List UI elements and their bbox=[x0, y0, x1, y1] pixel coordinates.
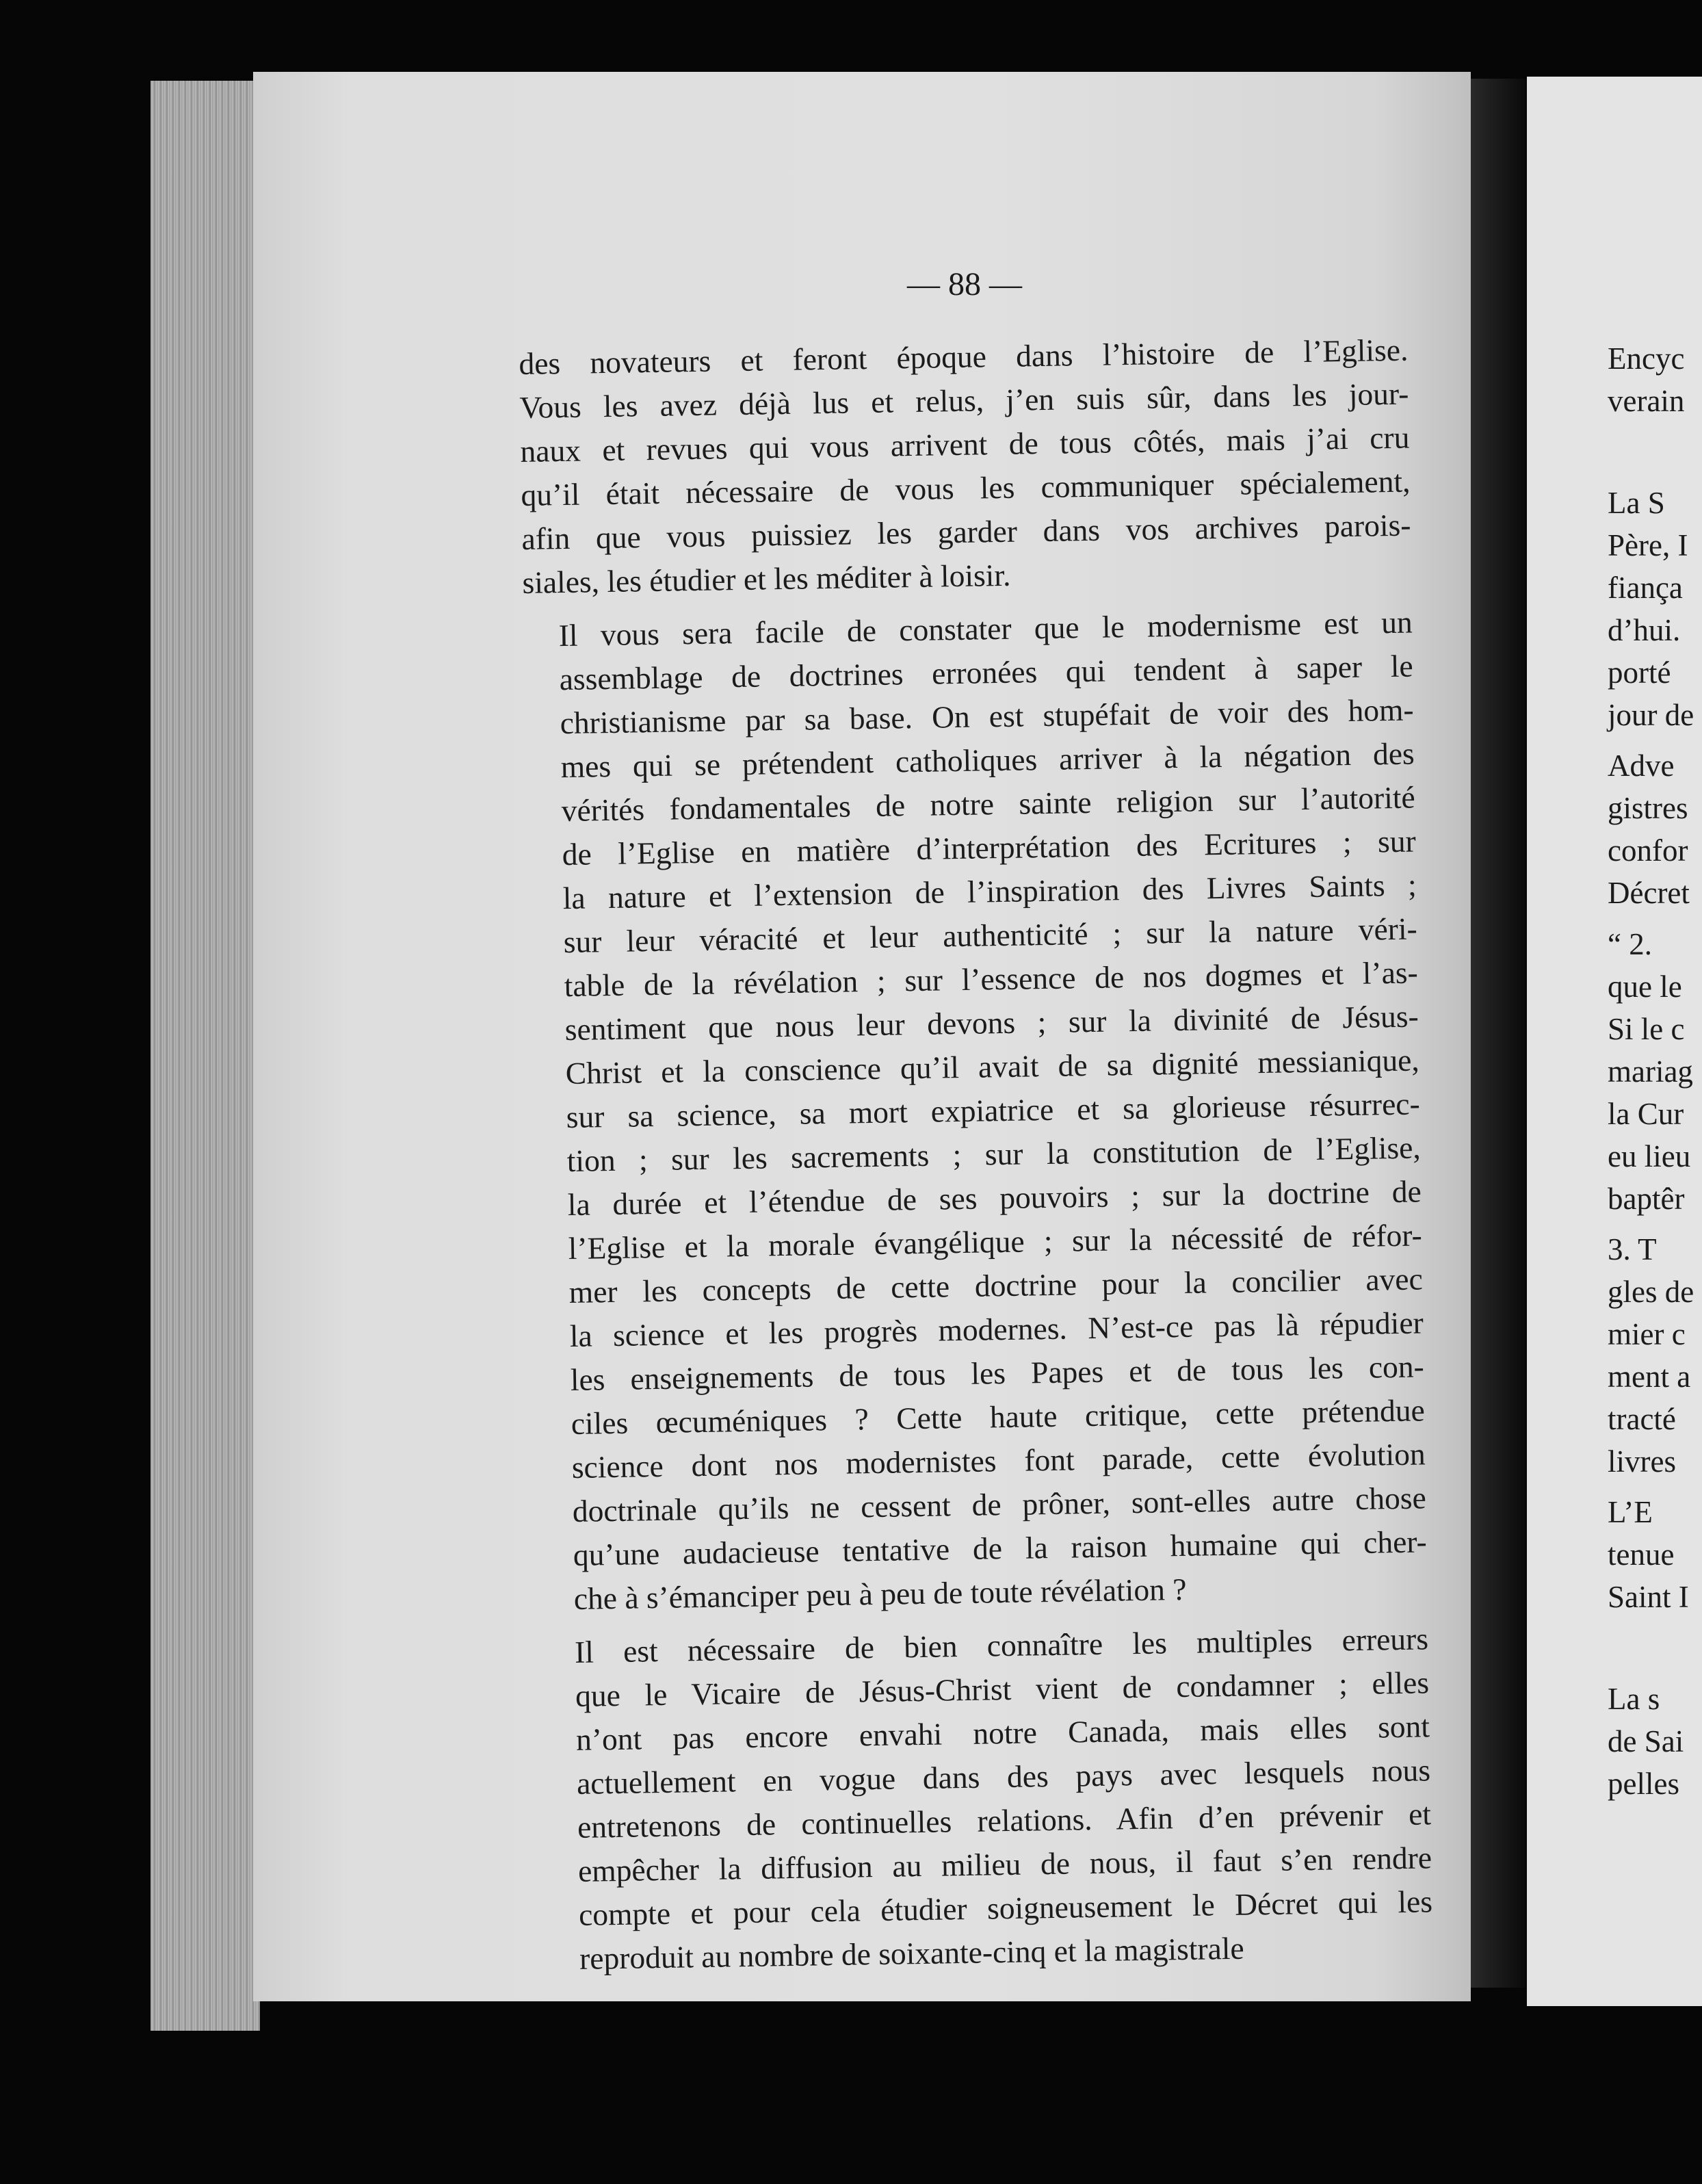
text-line: ciles œcuméniques ? Cette haute critique, cette prétendue bbox=[571, 1392, 1426, 1441]
right-page-fragment: La S bbox=[1608, 485, 1665, 520]
right-page-fragment: Décret bbox=[1608, 876, 1690, 911]
text-line: Vous les avez déjà lus et relus, j’en suis sûr, dans les jour- bbox=[519, 376, 1409, 425]
right-page-fragment: la Cur bbox=[1608, 1096, 1684, 1131]
text-line: de l’Eglise en matière d’interprétation des Ecritures ; sur bbox=[562, 823, 1417, 872]
text-line: qu’il était nécessaire de vous les communiquer spécialement, bbox=[521, 463, 1411, 512]
right-page-fragment: livres bbox=[1608, 1444, 1676, 1479]
text-line: table de la révélation ; sur l’essence de nos dogmes et l’as- bbox=[564, 954, 1419, 1004]
left-page-body-text bbox=[519, 328, 1434, 1991]
paragraph bbox=[539, 1617, 1434, 1981]
right-page-fragment: ment a bbox=[1608, 1360, 1691, 1394]
right-page-fragment: d’hui. bbox=[1608, 612, 1681, 647]
right-page-fragment: jour de bbox=[1608, 697, 1694, 732]
page-edges bbox=[150, 81, 260, 2031]
right-page-fragment: Père, I bbox=[1608, 528, 1688, 562]
text-line: n’ont pas encore envahi notre Canada, mais elles sont bbox=[575, 1708, 1430, 1757]
right-page-fragment: Si le c bbox=[1608, 1011, 1685, 1046]
paragraph bbox=[523, 601, 1428, 1622]
right-page-fragment: porté bbox=[1608, 655, 1671, 690]
text-line: reproduit au nombre de soixante-cinq et la magistrale bbox=[579, 1930, 1244, 1976]
right-page-fragment: L’E bbox=[1608, 1495, 1653, 1530]
text-line: tion ; sur les sacrements ; sur la constitution de l’Eglise, bbox=[566, 1130, 1422, 1179]
right-page-fragment: baptêr bbox=[1608, 1181, 1685, 1216]
text-line: christianisme par sa base. On est stupéfait de voir des hom- bbox=[560, 692, 1414, 741]
text-line: che à s’émanciper peu à peu de toute révélation ? bbox=[573, 1571, 1187, 1616]
right-page-fragment: eu lieu bbox=[1608, 1139, 1691, 1173]
right-page-fragment: fiança bbox=[1608, 570, 1683, 605]
text-line: Il est nécessaire de bien connaître les multiples erreurs bbox=[574, 1621, 1429, 1669]
text-line: science dont nos modernistes font parade, cette évolution bbox=[571, 1436, 1426, 1485]
right-page-fragment: gistres bbox=[1608, 791, 1688, 826]
text-line: empêcher la diffusion au milieu de nous, il faut s’en rendre bbox=[577, 1840, 1432, 1888]
text-line: siales, les étudier et les méditer à loisir. bbox=[522, 557, 1011, 600]
right-page-fragment: verain bbox=[1608, 384, 1685, 418]
text-line: doctrinale qu’ils ne cessent de prôner, sont-elles autre chose bbox=[572, 1480, 1427, 1529]
paragraph bbox=[519, 328, 1412, 605]
text-line: entretenons de continuelles relations. Afin d’en prévenir et bbox=[577, 1796, 1432, 1845]
right-page-fragment: Adve bbox=[1608, 749, 1675, 783]
text-line: mes qui se prétendent catholiques arriver à la négation des bbox=[560, 736, 1415, 785]
text-line: mer les concepts de cette doctrine pour la concilier avec bbox=[568, 1261, 1424, 1310]
text-line: la durée et l’étendue de ses pouvoirs ; sur la doctrine de bbox=[567, 1173, 1422, 1223]
text-line: actuellement en vogue dans des pays avec lesquels nous bbox=[576, 1752, 1431, 1801]
text-line: sur leur véracité et leur authenticité ; sur la nature véri- bbox=[563, 911, 1418, 960]
right-page-fragment: mariag bbox=[1608, 1054, 1693, 1089]
page-number: — 88 — bbox=[907, 266, 1022, 302]
right-page-fragment: tenue bbox=[1608, 1537, 1675, 1572]
right-page-fragment: de Sai bbox=[1608, 1724, 1684, 1759]
right-page-fragment: tracté bbox=[1608, 1402, 1676, 1436]
right-page-fragment: mier c bbox=[1608, 1317, 1686, 1351]
right-page-fragment: que le bbox=[1608, 969, 1682, 1004]
text-line: compte et pour cela étudier soigneusement le Décret qui les bbox=[578, 1884, 1433, 1932]
text-line: l’Eglise et la morale évangélique ; sur la nécessité de réfor- bbox=[568, 1217, 1423, 1266]
right-page-fragment: La s bbox=[1608, 1682, 1660, 1717]
text-line: que le Vicaire de Jésus-Christ vient de condamner ; elles bbox=[575, 1665, 1430, 1713]
text-line: la science et les progrès modernes. N’est-ce pas là répudier bbox=[569, 1305, 1424, 1354]
text-line: les enseignements de tous les Papes et de tous les con- bbox=[570, 1349, 1425, 1397]
book-spine-shadow bbox=[1471, 79, 1526, 1988]
right-page-fragment: Encyc bbox=[1608, 341, 1685, 376]
text-line: afin que vous puissiez les garder dans vos archives parois- bbox=[521, 507, 1411, 556]
right-page-fragment: 3. T bbox=[1608, 1232, 1657, 1266]
right-page-fragment: “ 2. bbox=[1608, 926, 1652, 961]
text-line: assemblage de doctrines erronées qui tendent à saper le bbox=[559, 648, 1413, 697]
text-line: qu’une audacieuse tentative de la raison humaine qui cher- bbox=[573, 1524, 1428, 1572]
text-line: sur sa science, sa mort expiatrice et sa glorieuse résurrec- bbox=[566, 1086, 1421, 1135]
right-page-fragment: gles de bbox=[1608, 1275, 1694, 1309]
text-line: des novateurs et feront époque dans l’histoire de l’Eglise. bbox=[519, 332, 1409, 381]
text-line: vérités fondamentales de notre sainte religion sur l’autorité bbox=[561, 779, 1416, 829]
right-page-fragment: confor bbox=[1608, 833, 1688, 868]
text-line: Christ et la conscience qu’il avait de sa dignité messianique, bbox=[565, 1042, 1420, 1091]
text-line: la nature et l’extension de l’inspiration des Livres Saints ; bbox=[562, 867, 1417, 916]
text-line: sentiment que nous leur devons ; sur la divinité de Jésus- bbox=[564, 998, 1419, 1048]
text-line: Il vous sera facile de constater que le modernisme est un bbox=[558, 604, 1413, 653]
right-page-fragment: pelles bbox=[1608, 1767, 1679, 1802]
text-line: naux et revues qui vous arrivent de tous côtés, mais j’ai cru bbox=[520, 419, 1410, 469]
right-page-fragment: Saint I bbox=[1608, 1580, 1689, 1615]
